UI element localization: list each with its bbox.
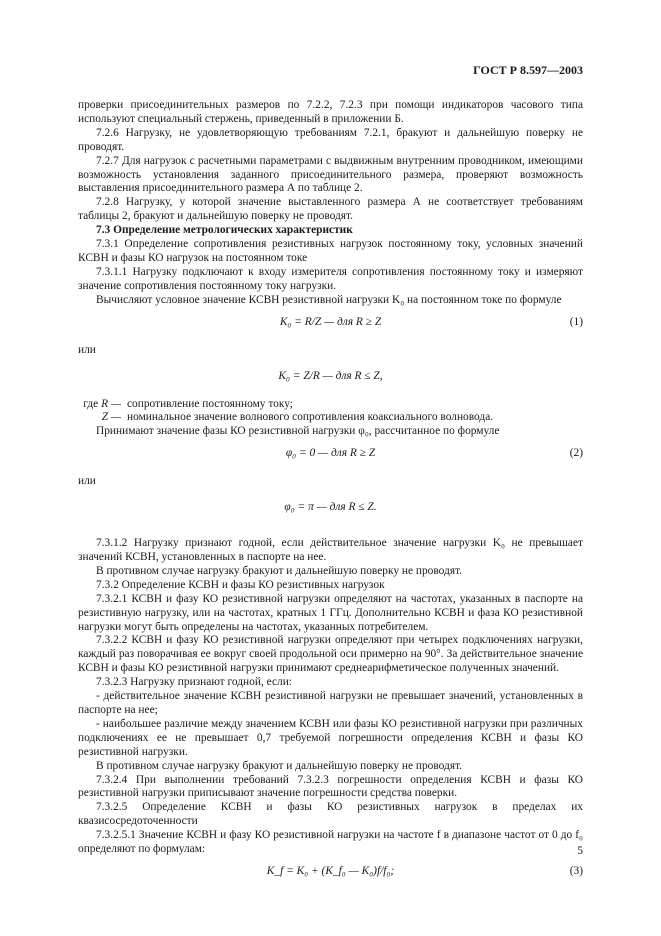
equation-text: K₀ = R/Z — для R ≥ Z <box>279 315 382 328</box>
equation-text: K₀ = Z/R — для R ≤ Z, <box>278 369 383 382</box>
equation-number: (3) <box>569 864 583 877</box>
paragraph: 7.3.2.3 Нагрузку признают годной, если: <box>96 676 292 689</box>
paragraph: 7.3.2.4 При выполнении требований 7.3.2.3 погрешности определения КСВН и фазы КО резистивной нагрузки приписывают значение погрешности средства поверки. <box>78 773 583 800</box>
equation-text: K_f = K₀ + (K_f₀ — K₀)f/f₀; <box>266 864 395 877</box>
section-heading: 7.3 Определение метрологических характеристик <box>96 224 353 237</box>
page-number: 5 <box>577 845 583 857</box>
paragraph: В противном случае нагрузку бракуют и дальнейшую поверку не проводят. <box>96 564 463 577</box>
equation-2b <box>78 501 583 515</box>
paragraph: 7.3.2.1 КСВН и фазу КО резистивной нагрузки определяют на частотах, указанных в паспорте на резистивную нагрузку, или на частотах, кратных 1 ГГц. Дополнительно КСВН и фаза КО резистивной нагрузки могут быть определены на частотах, указанных потребителем. <box>78 592 583 633</box>
equation-1b <box>78 370 583 384</box>
equation-2 <box>78 447 583 461</box>
paragraph: 7.3.1.2 Нагрузку признают годной, если действительное значение нагрузки K₀ не превышает значений КСВН, установленных в паспорте на нее. <box>78 537 583 564</box>
paragraph: Вычисляют условное значение КСВН резистивной нагрузки K₀ на постоянном токе по формуле <box>96 293 562 306</box>
paragraph: 7.3.2.2 КСВН и фазу КО резистивной нагрузки определяют при четырех подключениях нагрузки, каждый раз поворачивая ее вокруг своей продольной оси примерно на 90°. За действительное значение КСВН и фазы КО резистивной нагрузки принимают среднеарифметическое полученных значений. <box>78 634 583 675</box>
paragraph: проверки присоединительных размеров по 7.2.2, 7.2.3 при помощи индикаторов часового типа используют специальный стержень, приведенный в приложении Б. <box>78 99 583 125</box>
document-header: ГОСТ Р 8.597—2003 <box>473 63 583 77</box>
equation-text: φ₀ = π — для R ≤ Z. <box>284 501 377 514</box>
paragraph: 7.3.1.1 Нагрузку подключают к входу измерителя сопротивления постоянному току и измеряют значение сопротивления постоянному току нагрузки. <box>78 265 583 292</box>
list-item: - наибольшее различие между значением КСВН или фазы КО резистивной нагрузки при различных подключениях ее не превышает 0,7 требуемой погрешности определения КСВН и фазы КО резистивной нагрузки. <box>78 717 583 758</box>
paragraph: В противном случае нагрузку бракуют и дальнейшую поверку не проводят. <box>96 759 463 772</box>
document-body <box>78 99 583 879</box>
equation-text: φ₀ = 0 — для R ≥ Z <box>285 447 376 460</box>
paragraph: 7.2.7 Для нагрузок с расчетными параметрами с выдвижным внутренним проводником, имеющими возможность установления заданного присоединительного размера, проверяют возможность выставления присоединительного размера А по таблице 2. <box>78 154 583 195</box>
equation-3 <box>78 865 583 879</box>
paragraph: 7.2.8 Нагрузку, у которой значение выставленного размера А не соответствует требованиям таблицы 2, бракуют и дальнейшую поверку не проводят. <box>78 196 583 223</box>
equation-1 <box>78 316 583 330</box>
paragraph: 7.3.2.5.1 Значение КСВН и фазу КО резистивной нагрузки на частоте f в диапазоне частот от 0 до f₀ определяют по формулам: <box>78 829 583 856</box>
paragraph: 7.3.1 Определение сопротивления резистивных нагрузок постоянному току, условных значений КСВН и фазы КО нагрузок на постоянном токе <box>78 238 583 264</box>
or-label: или <box>78 475 96 488</box>
list-item: - действительное значение КСВН резистивной нагрузки не превышает значений, установленных в паспорте на нее; <box>78 690 583 716</box>
paragraph: 7.2.6 Нагрузку, не удовлетворяющую требованиям 7.2.1, бракуют и дальнейшую поверку не проводят. <box>78 126 583 153</box>
paragraph: 7.3.2.5 Определение КСВН и фазы КО резистивных нагрузок в пределах их квазисосредоточенности <box>78 801 583 828</box>
paragraph: 7.3.2 Определение КСВН и фазы КО резистивных нагрузок <box>96 578 385 591</box>
def-text: номинальное значение волнового сопротивления коаксиального волновода. <box>127 411 494 424</box>
definitions <box>78 398 583 426</box>
where-label: где <box>83 397 99 410</box>
paragraph: Принимают значение фазы КО резистивной нагрузки φ₀, рассчитанное по формуле <box>96 425 500 438</box>
equation-number: (1) <box>569 315 583 328</box>
def-text: сопротивление постоянному току; <box>127 397 293 410</box>
def-key: R — <box>101 397 121 410</box>
or-label: или <box>78 343 96 356</box>
equation-number: (2) <box>569 447 583 460</box>
def-key: Z — <box>101 411 121 424</box>
